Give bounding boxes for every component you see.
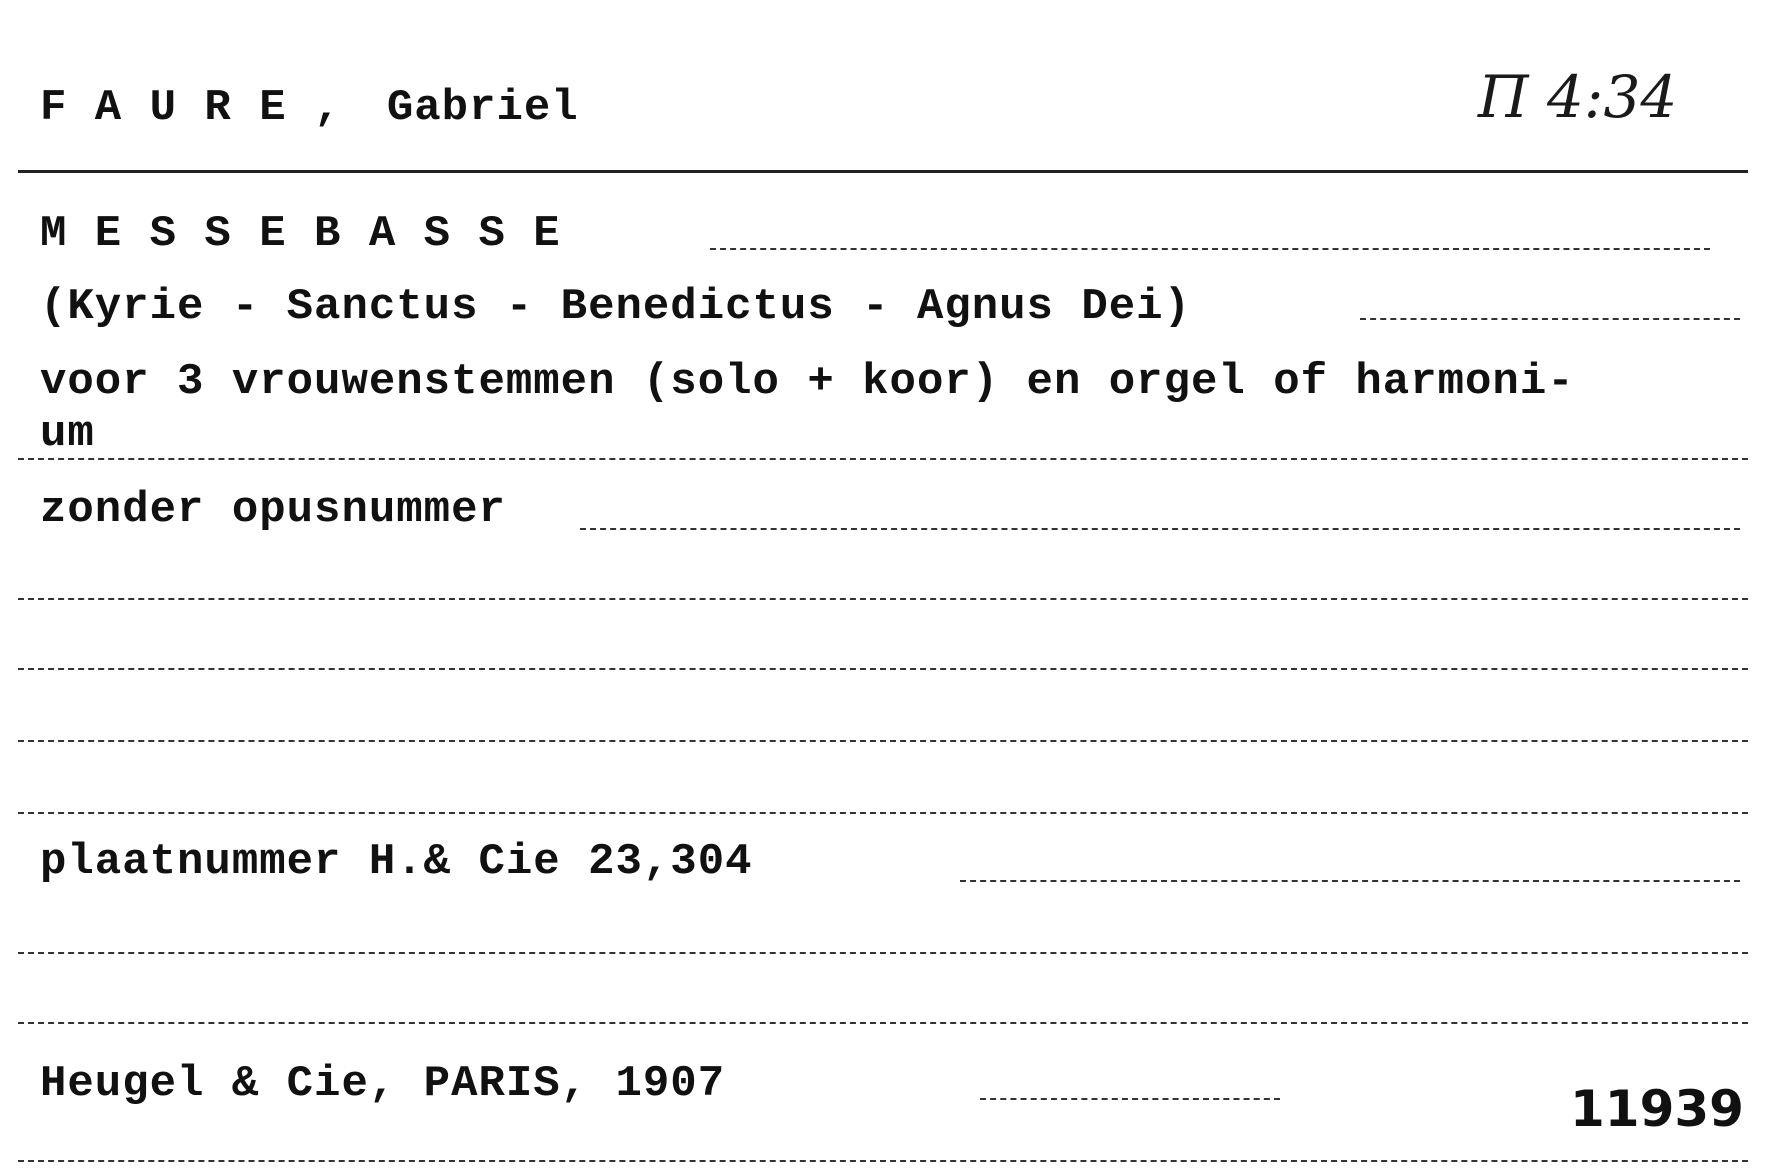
scoring-rule [18,458,1748,460]
catalog-number: 11939 [1570,1080,1744,1138]
opus-fill-line [580,528,1740,530]
composer-heading [40,83,579,133]
blank-rule-3 [18,740,1748,742]
opus-line: zonder opusnummer [40,485,506,535]
movements-line: (Kyrie - Sanctus - Benedictus - Agnus Dei) [40,282,1191,332]
plate-fill-line [960,880,1740,882]
blank-rule-6 [18,1022,1748,1024]
blank-rule-5 [18,952,1748,954]
imprint-line: Heugel & Cie, PARIS, 1907 [40,1059,726,1109]
blank-rule-1 [18,598,1748,600]
movements-fill-line [1360,318,1740,320]
blank-rule-4 [18,812,1748,814]
bottom-rule [18,1160,1748,1162]
shelfmark: Π 4:34 [1478,63,1678,131]
header-rule [18,170,1748,173]
title-fill-line [710,248,1710,250]
scoring-line-2: um [40,409,95,459]
composer-given-name: Gabriel [386,83,579,133]
imprint-fill-line [980,1098,1280,1100]
scoring-line-1: voor 3 vrouwenstemmen (solo + koor) en orgel of harmoni- [40,357,1575,407]
plate-number-line: plaatnummer H.& Cie 23,304 [40,837,753,887]
work-title: M E S S E B A S S E [40,209,561,259]
blank-rule-2 [18,668,1748,670]
composer-surname: F A U R E , [40,83,342,133]
